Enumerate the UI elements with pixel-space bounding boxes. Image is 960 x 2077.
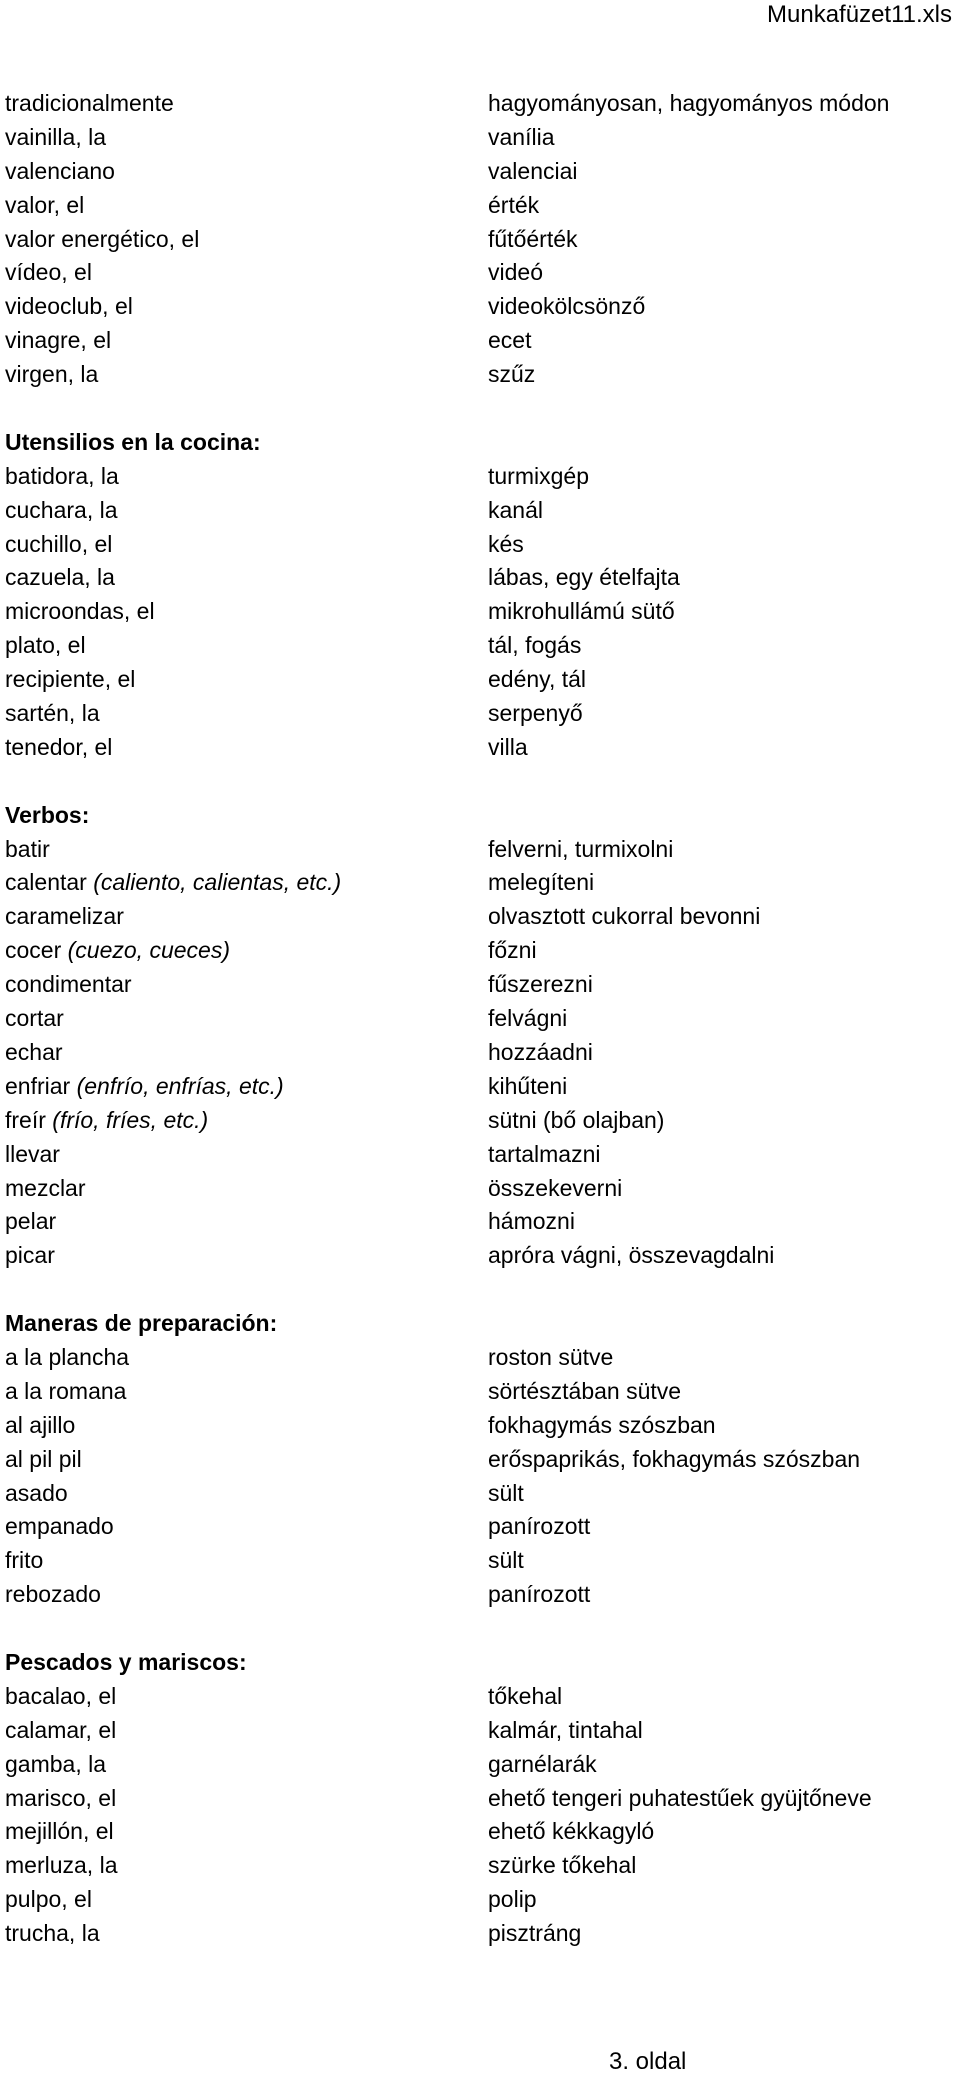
section-heading (5, 1646, 955, 1680)
spanish-term: tenedor, el (5, 733, 113, 760)
hungarian-term: polip (488, 1886, 537, 1913)
vocab-row (5, 1680, 955, 1714)
vocab-row (5, 189, 955, 223)
spacer (5, 765, 955, 799)
vocab-row (5, 290, 955, 324)
verb: caramelizar (5, 903, 124, 930)
spanish-term: vídeo, el (5, 259, 92, 286)
hungarian-term: ehető kékkagyló (488, 1818, 655, 1845)
file-title: Munkafüzet11.xls (767, 1, 952, 28)
conjugation-hint: (caliento, calientas, etc.) (93, 869, 342, 896)
vocab-row (5, 833, 955, 867)
vocab-row (5, 1748, 955, 1782)
hungarian-term: hagyományosan, hagyományos módon (488, 90, 890, 116)
vocab-row (5, 1849, 955, 1883)
spanish-term (5, 1036, 63, 1070)
spanish-term: virgen, la (5, 361, 99, 388)
vocab-row (5, 324, 955, 358)
conjugation-hint: (frío, fríes, etc.) (52, 1106, 209, 1133)
verbs-section (5, 799, 955, 1273)
hungarian-term: fokhagymás szószban (488, 1411, 716, 1438)
hungarian-term: sörtésztában sütve (488, 1377, 682, 1404)
vocab-row (5, 1341, 955, 1375)
vocab-row (5, 121, 955, 155)
spanish-term: bacalao, el (5, 1682, 117, 1709)
spacer (5, 392, 955, 426)
vocab-row (5, 934, 955, 968)
utensils-section (5, 426, 955, 765)
verb: enfriar (5, 1072, 71, 1099)
preparation-section (5, 1307, 955, 1612)
vocab-row (5, 1002, 955, 1036)
hungarian-term: érték (488, 191, 540, 218)
section-heading (5, 426, 955, 460)
hungarian-term: villa (488, 733, 528, 760)
spanish-term: mejillón, el (5, 1818, 114, 1845)
vocab-row (5, 460, 955, 494)
verb: batir (5, 835, 50, 862)
spanish-term: valor, el (5, 191, 85, 218)
section-heading-text: Utensilios en la cocina: (5, 428, 261, 455)
vocab-row (5, 1782, 955, 1816)
spanish-term (5, 833, 50, 867)
vocab-row (5, 561, 955, 595)
spanish-term: vinagre, el (5, 327, 112, 354)
page-number: 3. oldal (609, 2048, 687, 2075)
spanish-term: valenciano (5, 157, 115, 184)
spanish-term: trucha, la (5, 1920, 100, 1947)
section-heading (5, 799, 955, 833)
spanish-term: cuchara, la (5, 496, 118, 523)
hungarian-term: tartalmazni (488, 1140, 601, 1167)
spanish-term: plato, el (5, 632, 86, 659)
spanish-term: marisco, el (5, 1784, 117, 1811)
vocab-row (5, 1917, 955, 1951)
spanish-term: cuchillo, el (5, 530, 113, 557)
vocab-row (5, 1714, 955, 1748)
section-heading (5, 1307, 955, 1341)
vocab-row (5, 1205, 955, 1239)
vocab-row (5, 155, 955, 189)
spanish-term (5, 900, 124, 934)
hungarian-term: olvasztott cukorral bevonni (488, 903, 761, 930)
vocab-row (5, 223, 955, 257)
vocab-row (5, 87, 955, 121)
vocab-row (5, 358, 955, 392)
vocab-row (5, 595, 955, 629)
spanish-term: al ajillo (5, 1411, 76, 1438)
hungarian-term: melegíteni (488, 869, 595, 896)
spanish-term: videoclub, el (5, 293, 133, 320)
spanish-term (5, 1104, 208, 1138)
spanish-term: cazuela, la (5, 564, 115, 591)
spanish-term: gamba, la (5, 1750, 107, 1777)
section-heading-text: Verbos: (5, 801, 90, 828)
spanish-term: recipiente, el (5, 666, 136, 693)
vocab-row (5, 494, 955, 528)
spanish-term: microondas, el (5, 598, 155, 625)
vocabulary-sheet (5, 87, 955, 1951)
verb: cocer (5, 937, 62, 964)
hungarian-term: felvágni (488, 1005, 568, 1032)
vocab-row (5, 1104, 955, 1138)
vocab-row (5, 900, 955, 934)
fish-seafood-section (5, 1646, 955, 1951)
hungarian-term: kanál (488, 496, 543, 523)
vocab-row (5, 1477, 955, 1511)
spanish-term (5, 1239, 55, 1273)
verb: echar (5, 1038, 63, 1065)
section-heading-text: Maneras de preparación: (5, 1310, 278, 1337)
vocab-row (5, 1815, 955, 1849)
hungarian-term: felverni, turmixolni (488, 835, 674, 862)
hungarian-term: ehető tengeri puhatestűek gyüjtőneve (488, 1784, 872, 1811)
hungarian-term: hámozni (488, 1208, 575, 1235)
hungarian-term: szürke tőkehal (488, 1852, 637, 1879)
vocab-row (5, 697, 955, 731)
spacer (5, 1612, 955, 1646)
vocab-row (5, 1172, 955, 1206)
spanish-term: a la plancha (5, 1343, 130, 1370)
spanish-term (5, 1172, 86, 1206)
spanish-term: empanado (5, 1513, 114, 1540)
vocab-row (5, 731, 955, 765)
spanish-term (5, 1070, 284, 1104)
hungarian-term: kés (488, 530, 524, 557)
hungarian-term: sült (488, 1479, 524, 1506)
hungarian-term: panírozott (488, 1513, 591, 1540)
vocab-row (5, 1443, 955, 1477)
spanish-term: asado (5, 1479, 68, 1506)
hungarian-term: kihűteni (488, 1072, 568, 1099)
hungarian-term: videó (488, 259, 543, 286)
vocab-row (5, 968, 955, 1002)
spanish-term: vainilla, la (5, 123, 106, 150)
spanish-term (5, 968, 132, 1002)
intro-section (5, 87, 955, 392)
conjugation-hint: (cuezo, cueces) (67, 937, 230, 964)
spanish-term: batidora, la (5, 462, 119, 489)
hungarian-term: garnélarák (488, 1750, 597, 1777)
spanish-term: sartén, la (5, 700, 100, 727)
spanish-term: a la romana (5, 1377, 127, 1404)
verb: condimentar (5, 971, 132, 998)
hungarian-term: összekeverni (488, 1174, 623, 1201)
verb: pelar (5, 1208, 57, 1235)
spacer (5, 1273, 955, 1307)
hungarian-term: mikrohullámú sütő (488, 598, 675, 625)
spanish-term (5, 934, 230, 968)
vocab-row (5, 528, 955, 562)
spanish-term (5, 1138, 60, 1172)
vocab-row (5, 663, 955, 697)
spanish-term: tradicionalmente (5, 90, 174, 116)
hungarian-term: fűtőérték (488, 225, 578, 252)
vocab-row (5, 866, 955, 900)
spanish-term: valor energético, el (5, 225, 200, 252)
spanish-term (5, 1205, 56, 1239)
spanish-term: al pil pil (5, 1445, 82, 1472)
verb: picar (5, 1242, 55, 1269)
vocab-row (5, 1138, 955, 1172)
hungarian-term: turmixgép (488, 462, 589, 489)
hungarian-term: serpenyő (488, 700, 583, 727)
hungarian-term: fűszerezni (488, 971, 593, 998)
verb: calentar (5, 869, 87, 896)
vocab-row (5, 1883, 955, 1917)
hungarian-term: ecet (488, 327, 532, 354)
spanish-term (5, 866, 341, 900)
hungarian-term: hozzáadni (488, 1038, 593, 1065)
vocab-row (5, 629, 955, 663)
hungarian-term: apróra vágni, összevagdalni (488, 1242, 775, 1269)
vocab-row (5, 1036, 955, 1070)
spanish-term: pulpo, el (5, 1886, 92, 1913)
hungarian-term: szűz (488, 361, 536, 388)
conjugation-hint: (enfrío, enfrías, etc.) (76, 1072, 284, 1099)
hungarian-term: pisztráng (488, 1920, 582, 1947)
hungarian-term: tál, fogás (488, 632, 582, 659)
verb: mezclar (5, 1174, 86, 1201)
hungarian-term: kalmár, tintahal (488, 1716, 643, 1743)
vocab-row (5, 256, 955, 290)
spanish-term: calamar, el (5, 1716, 117, 1743)
verb: freír (5, 1106, 46, 1133)
hungarian-term: főzni (488, 937, 537, 964)
spanish-term (5, 1002, 64, 1036)
verb: llevar (5, 1140, 60, 1167)
hungarian-term: edény, tál (488, 666, 587, 693)
vocab-row (5, 1510, 955, 1544)
spanish-term: merluza, la (5, 1852, 118, 1879)
hungarian-term: erőspaprikás, fokhagymás szószban (488, 1445, 861, 1472)
hungarian-term: valenciai (488, 157, 578, 184)
vocab-row (5, 1578, 955, 1612)
hungarian-term: vanília (488, 123, 555, 150)
section-heading-text: Pescados y mariscos: (5, 1648, 247, 1675)
hungarian-term: panírozott (488, 1581, 591, 1608)
vocab-row (5, 1375, 955, 1409)
vocab-row (5, 1070, 955, 1104)
hungarian-term: lábas, egy ételfajta (488, 564, 680, 591)
hungarian-term: tőkehal (488, 1682, 563, 1709)
vocab-row (5, 1239, 955, 1273)
vocab-row (5, 1409, 955, 1443)
hungarian-term: roston sütve (488, 1343, 614, 1370)
hungarian-term: videokölcsönző (488, 293, 646, 320)
hungarian-term: sütni (bő olajban) (488, 1106, 665, 1133)
verb: cortar (5, 1005, 64, 1032)
spanish-term: frito (5, 1547, 44, 1574)
vocab-row (5, 1544, 955, 1578)
spanish-term: rebozado (5, 1581, 101, 1608)
hungarian-term: sült (488, 1547, 524, 1574)
